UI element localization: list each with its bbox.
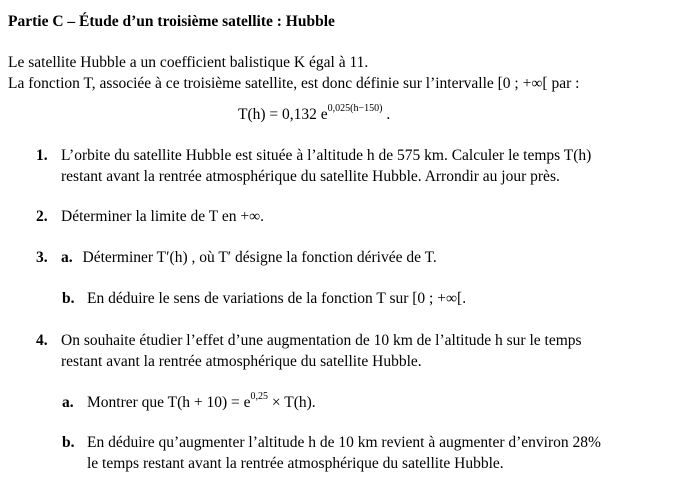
formula-lhs: T(h) = 0,132 e [238,106,328,123]
question-4a-after: × T(h). [268,394,316,411]
question-number: 3. [36,249,48,266]
section-title: Partie C – Étude d’un troisième satellite : Hubble [8,13,335,30]
question-1-line-1: L’orbite du satellite Hubble est située à l’altitude h de 575 km. Calculer le temps T(h) [61,147,592,164]
question-number: 4. [36,332,48,349]
question-2-text: Déterminer la limite de T en +∞. [61,208,265,225]
question-3b-text: En déduire le sens de variations de la fonction T sur [0 ; +∞[. [87,290,467,307]
question-number: 2. [36,208,48,225]
subquestion-label: a. [61,249,73,266]
formula-end: . [386,106,391,123]
question-4-line-1: On souhaite étudier l’effet d’une augmentation de 10 km de l’altitude h sur le temps [61,332,582,349]
question-4b-line-2: le temps restant avant la rentrée atmosphérique du satellite Hubble. [87,455,504,472]
question-1-line-2: restant avant la rentrée atmosphérique du satellite Hubble. Arrondir au jour près. [61,168,560,185]
intro-line-1: Le satellite Hubble a un coefficient balistique K égal à 11. [8,54,369,71]
question-4a-before: Montrer que T(h + 10) = e [87,394,251,411]
question-3a-text: Déterminer T′(h) , où T′ désigne la fonction dérivée de T. [82,249,437,266]
intro-line-2: La fonction T, associée à ce troisième satellite, est donc définie sur l’intervalle [0 ; +∞[ par : [8,75,580,92]
question-4a-text [87,392,676,413]
subquestion-label: b. [62,290,75,307]
subquestion-label: b. [62,434,75,451]
question-4b-text [87,432,676,474]
question-3a [61,247,676,268]
question-number: 1. [36,147,48,164]
subquestion-label: a. [62,394,74,411]
question-4-line-2: restant avant la rentrée atmosphérique du satellite Hubble. [61,353,422,370]
question-4b-line-1: En déduire qu’augmenter l’altitude h de 10 km revient à augmenter d’environ 28% [87,434,601,451]
formula [238,104,390,125]
question-4a-exponent: 0,25 [250,390,269,402]
question-1-text [61,145,676,187]
formula-exponent: 0,025(h−150) [327,102,383,114]
question-4-text [61,330,676,372]
